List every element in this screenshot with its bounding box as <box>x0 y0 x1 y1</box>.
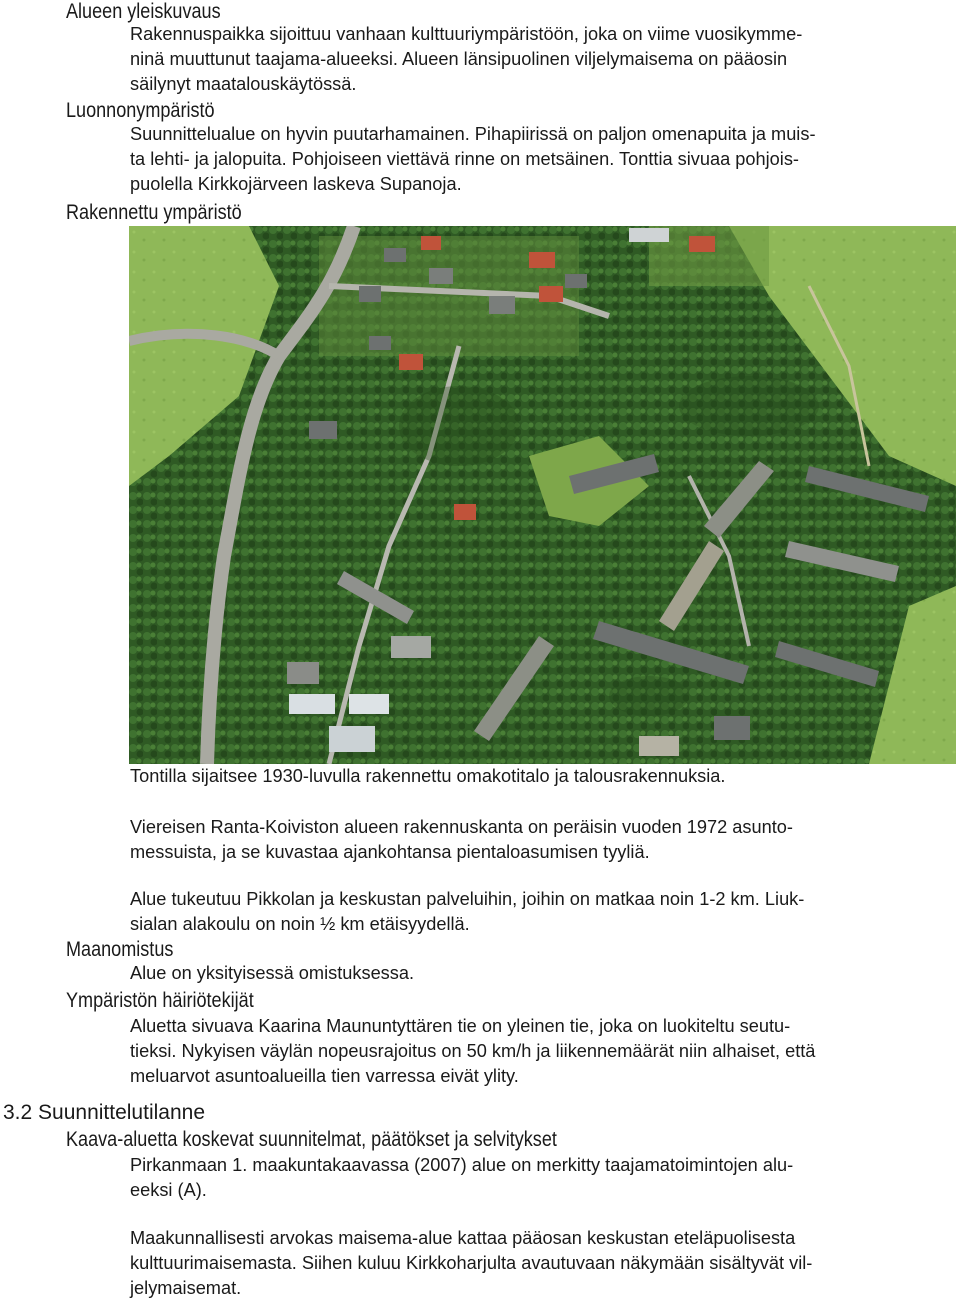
paragraph-alueen-yleiskuvaus: Rakennuspaikka sijoittuu vanhaan kulttuuriympäristöön, joka on viime vuosikymme- ninä muuttunut taajama-alueeksi. Alueen länsipuolinen viljelymaisema on pääosin säilynyt maatalouskäytössä. <box>130 24 803 94</box>
heading-alueen-yleiskuvaus: Alueen yleiskuvaus <box>66 0 221 23</box>
heading-luonnonymparisto: Luonnonympäristö <box>66 99 215 122</box>
paragraph-palvelut: Alue tukeutuu Pikkolan ja keskustan palveluihin, joihin on matkaa noin 1-2 km. Liuk- sialan alakoulu on noin ½ km etäisyydellä. <box>130 889 805 934</box>
heading-hairiotekijat: Ympäristön häiriötekijät <box>66 989 254 1012</box>
paragraph-maakuntakaava: Pirkanmaan 1. maakuntakaavassa (2007) alue on merkitty taajamatoimintojen alu- eeksi (A). <box>130 1155 794 1200</box>
aerial-photo-illustration <box>129 226 956 764</box>
paragraph-ranta-koivisto: Viereisen Ranta-Koiviston alueen rakennuskanta on peräisin vuoden 1972 asunto- messuista, ja se kuvastaa ajankohtansa pientaloasumisen tyyliä. <box>130 817 793 862</box>
heading-rakennettu-ymparisto: Rakennettu ympäristö <box>66 201 242 224</box>
subheading-kaava-aluetta: Kaava-aluetta koskevat suunnitelmat, päätökset ja selvitykset <box>66 1128 557 1151</box>
photo-caption: Tontilla sijaitsee 1930-luvulla rakennettu omakotitalo ja talousrakennuksia. <box>130 766 726 786</box>
heading-maanomistus: Maanomistus <box>66 938 174 961</box>
paragraph-hairiotekijat: Aluetta sivuava Kaarina Maununtyttären tie on yleinen tie, joka on luokiteltu seutu- tieksi. Nykyisen väylän nopeusrajoitus on 50 km/h ja liikennemäärät niin alhaiset, että meluarvot asuntoalueilla tien varressa eivät ylity. <box>130 1016 816 1086</box>
paragraph-maisema-alue: Maakunnallisesti arvokas maisema-alue kattaa pääosan keskustan eteläpuolisesta kulttuurimaisemasta. Siihen kuluu Kirkkoharjulta avautuvaan näkymään sisältyvät vil- jelymaisemat. <box>130 1228 813 1298</box>
paragraph-luonnonymparisto: Suunnittelualue on hyvin puutarhamainen. Pihapiirissä on paljon omenapuita ja muis- ta lehti- ja jalopuita. Pohjoiseen viettävä rinne on metsäinen. Tonttia sivuaa pohjois- puolella Kirkkojärveen laskeva Supanoja. <box>130 124 816 194</box>
section-title-suunnittelutilanne: 3.2 Suunnittelutilanne <box>3 1101 205 1124</box>
paragraph-maanomistus: Alue on yksityisessä omistuksessa. <box>130 963 415 983</box>
aerial-photo <box>129 226 956 764</box>
